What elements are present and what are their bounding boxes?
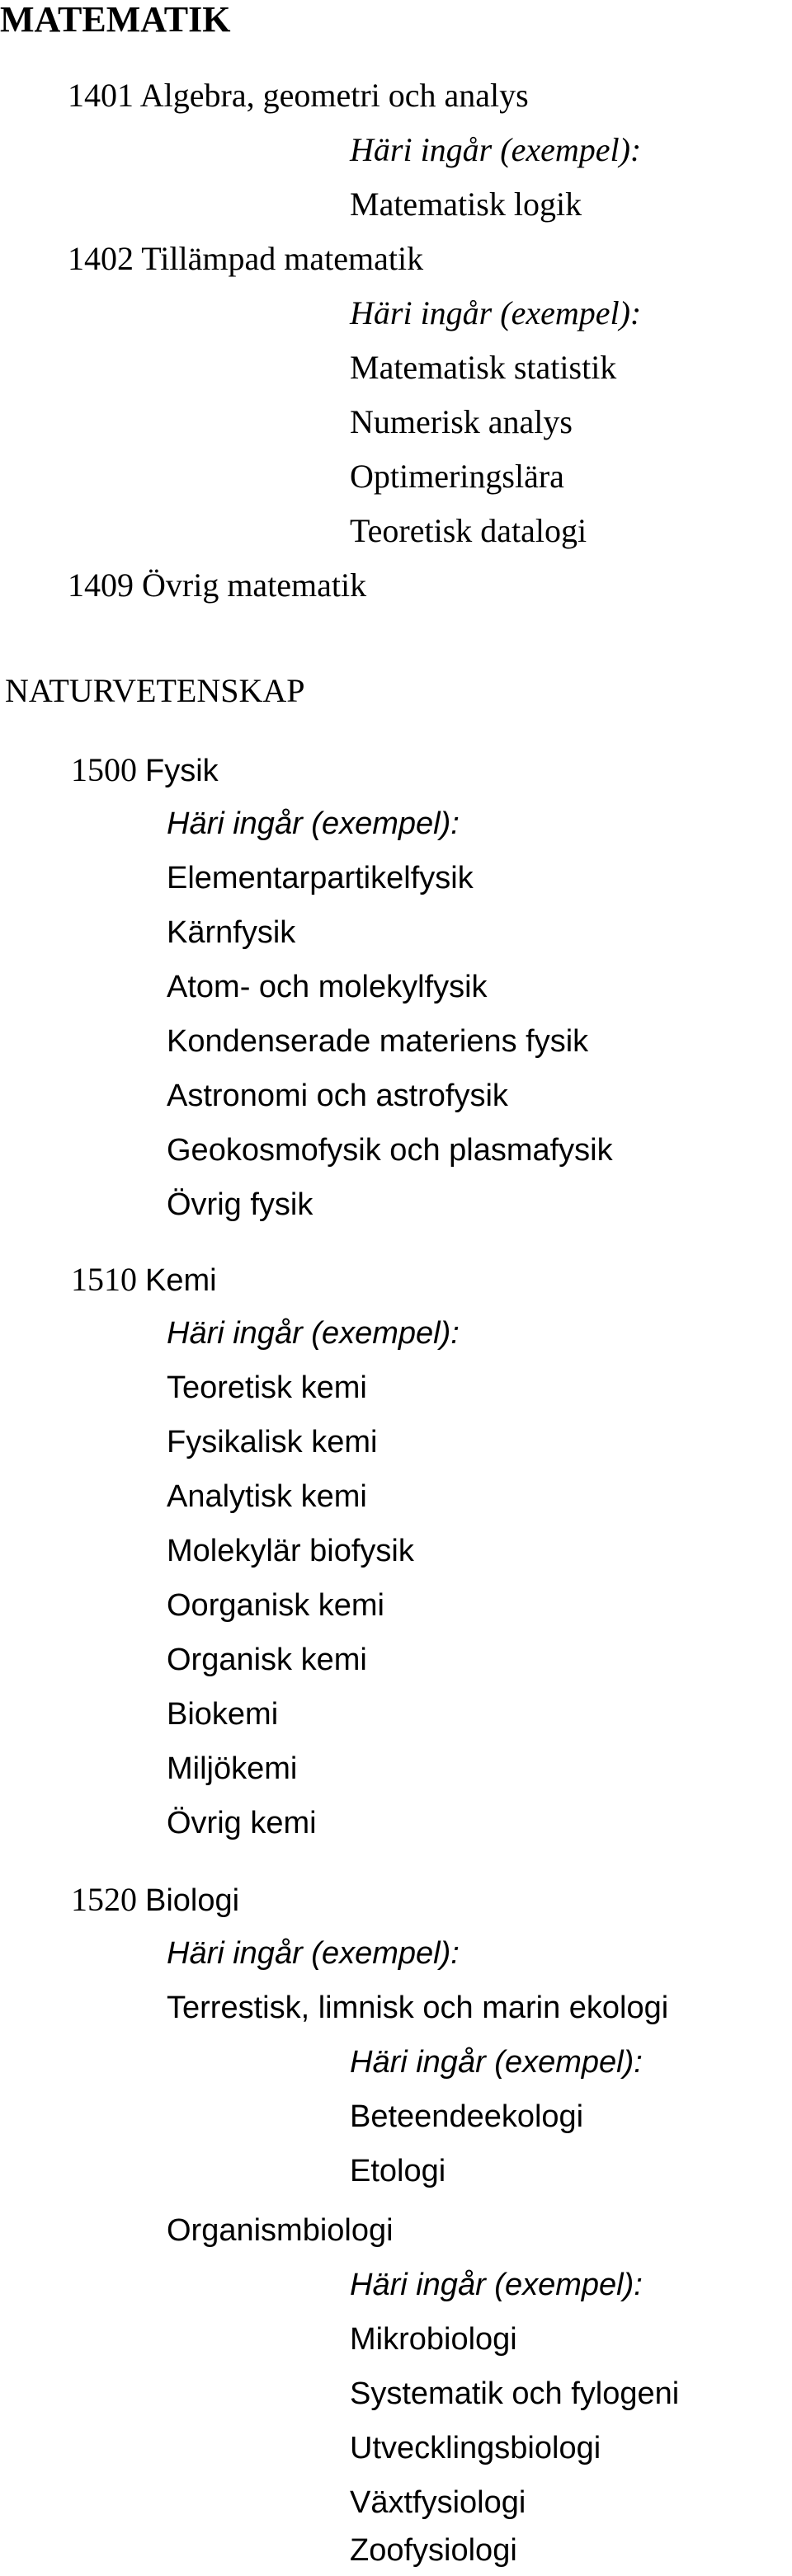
entry-1510-item: Teoretisk kemi	[167, 1370, 367, 1405]
entry-1520-subfield: Organismbiologi	[167, 2213, 394, 2248]
entry-1500-item: Atom- och molekylfysik	[167, 970, 488, 1004]
entry-1500-examples-label: Häri ingår (exempel):	[167, 806, 460, 841]
section-heading-matematik: MATEMATIK	[0, 0, 231, 40]
entry-1401-item: Matematisk logik	[350, 186, 582, 223]
subfield-item: Beteendeekologi	[350, 2099, 584, 2134]
entry-name: Biologi	[145, 1883, 240, 1918]
subfield-item: Växtfysiologi	[350, 2485, 526, 2520]
entry-1401-examples-label: Häri ingår (exempel):	[350, 131, 642, 168]
entry-1520-label	[71, 1883, 239, 1916]
entry-1402-examples-label: Häri ingår (exempel):	[350, 294, 642, 331]
entry-1500-item: Övrig fysik	[167, 1187, 314, 1222]
entry-1500-label	[71, 751, 219, 788]
entry-1500-item: Elementarpartikelfysik	[167, 861, 474, 895]
subfield-item: Mikrobiologi	[350, 2322, 517, 2357]
entry-1402-item: Optimeringslära	[350, 458, 564, 495]
entry-code: 1500	[71, 751, 137, 788]
entry-1520-examples-label: Häri ingår (exempel):	[167, 1936, 460, 1971]
entry-1510-item: Övrig kemi	[167, 1806, 317, 1840]
entry-1402-label: 1402 Tillämpad matematik	[68, 240, 424, 277]
entry-1510-item: Miljökemi	[167, 1751, 298, 1786]
entry-1402-item: Teoretisk datalogi	[350, 512, 587, 549]
entry-1510-item: Fysikalisk kemi	[167, 1425, 378, 1460]
entry-name: Fysik	[145, 754, 219, 788]
subfield-item: Systematik och fylogeni	[350, 2376, 680, 2411]
entry-1510-item: Oorganisk kemi	[167, 1588, 384, 1623]
entry-1520-subfield: Terrestisk, limnisk och marin ekologi	[167, 1991, 669, 2025]
entry-1510-item: Organisk kemi	[167, 1643, 367, 1677]
entry-1401-label: 1401 Algebra, geometri och analys	[68, 77, 529, 114]
entry-code: 1510	[71, 1261, 137, 1298]
entry-1409-label: 1409 Övrig matematik	[68, 566, 367, 604]
entry-1510-label	[71, 1263, 217, 1296]
entry-1500-item: Kondenserade materiens fysik	[167, 1024, 589, 1059]
subfield-item: Zoofysiologi	[350, 2533, 517, 2568]
entry-1510-item: Molekylär biofysik	[167, 1534, 414, 1568]
entry-code: 1520	[71, 1881, 137, 1918]
entry-1510-item: Biokemi	[167, 1697, 279, 1732]
entry-1510-item: Analytisk kemi	[167, 1479, 367, 1514]
subfield-examples-label: Häri ingår (exempel):	[350, 2268, 643, 2302]
entry-name: Kemi	[145, 1263, 217, 1298]
entry-1402-item: Numerisk analys	[350, 403, 573, 440]
subfield-item: Utvecklingsbiologi	[350, 2431, 601, 2466]
section-heading-naturvetenskap: NATURVETENSKAP	[5, 672, 305, 709]
subfield-examples-label: Häri ingår (exempel):	[350, 2045, 643, 2080]
entry-1402-item: Matematisk statistik	[350, 349, 617, 386]
entry-1500-item: Geokosmofysik och plasmafysik	[167, 1133, 613, 1168]
entry-1500-item: Kärnfysik	[167, 915, 296, 950]
entry-1500-item: Astronomi och astrofysik	[167, 1079, 508, 1113]
subfield-item: Etologi	[350, 2154, 446, 2188]
entry-1510-examples-label: Häri ingår (exempel):	[167, 1316, 460, 1351]
